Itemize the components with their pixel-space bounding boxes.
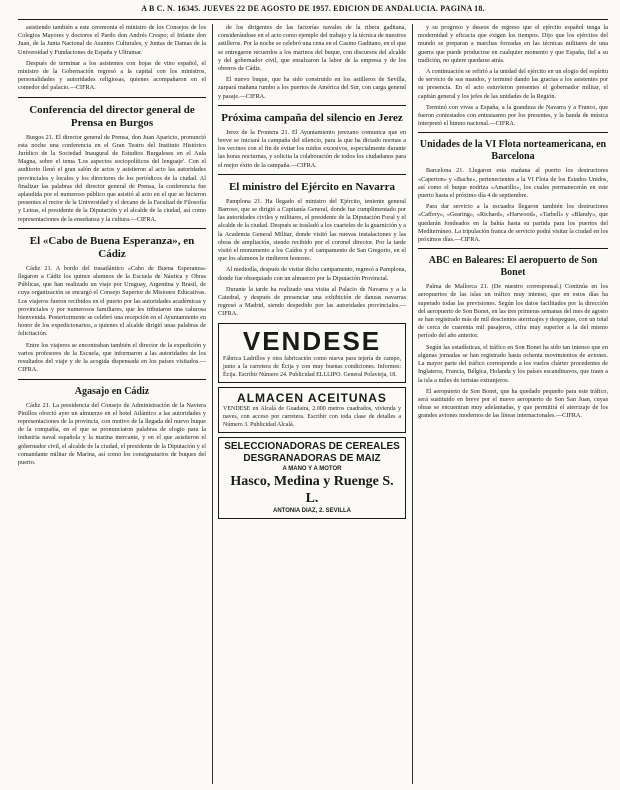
separator — [18, 379, 206, 380]
article-prensa-burgos: Burgos 21. El director general de Prensa, don Juan Aparicio, pronunció esta noche una conferencia en el Gran Teatro del Instituto Histórico Jurídico de la Sociedad Inaugural de Estudios Burgaleses en el Aula Magna, sobre el tema 'Los aspectos sociopolíticos del lenguaje'. Con el auditorio llenó el gran salón de actos y asistieron al acto las autoridades provinciales y locales y los directores de los periódicos de la ciudad. Al finalizar las palabras del director general de Prensa, la conferencia fue aplaudida por el numeroso público que asistió al acto en el que se hicieron presentes el rector de la Universidad y el decano de la Facultad de Filosofía y Letras, el presidente de la Diputación y el alcalde de la ciudad, así como representaciones de la enseñanza y la cultura.—CIFRA. — [18, 133, 206, 223]
ad-vendese — [218, 323, 406, 383]
col2-intro: de los dirigentes de las factorías navales de la ribera gaditana, considerándose en el acto como ejemplo del trabajo y la técnica de nuestros astilleros. Por la noche se celebró una cena en el Casino Gaditano, en el que se entregaron recuerdos a los marinos del buque, con discursos del alcalde y del gobernador civil, que ensalzaron la labor de la empresa y de los obreros de Cádiz. — [218, 24, 406, 73]
separator — [18, 228, 206, 229]
col2-intro2: El nuevo buque, que ha sido construido en los astilleros de Sevilla, zarpará mañana rumbo a los puertos de América del Sur, con carga general y pasaje.—CIFRA. — [218, 76, 406, 100]
article-son-bonet-1: Palma de Mallorca 21. (De nuestro corresponsal.) Continúa en los aeropuertos de las islas un tráfico muy intenso, que en estos días ha superado todas las previsiones. Según los datos facilitados por la dirección del aeropuerto de Son Bonet, en las tres primeras semanas del mes de agosto se han registrado más de mil doscientos aterrizajes y despegues, con un total de cerca de cuarenta mil pasajeros, cifra muy superior a la del mismo período del año anterior. — [418, 283, 608, 340]
col3-intro2: A continuación se refirió a la unidad del ejército en un elogio del espíritu de servicio de sus mandos, y terminó dando las gracias a los asistentes por su presencia. En el acto estuvieron presentes el gobernador militar, el capitán general y los jefes de las unidades de la Región. — [418, 68, 608, 100]
article-agasajo: Cádiz 21. La presidencia del Consejo de Administración de la Naviera Pinillos ofreció ayer un almuerzo en el hotel Atlántico a las autoridades y representaciones de la provincia, con motivo de la llegada del nuevo buque de la compañía, en el que se pronunciaron palabras de elogio para la industria naval española y la marina mercante, y en el que asistieron el gobernador civil, el alcalde de la ciudad, el presidente de la Diputación y el comandante militar de Marina, así como los consignatarios de buques del puerto. — [18, 401, 206, 466]
article-son-bonet-3: El aeropuerto de Son Bonet, que ha quedado pequeño para este tráfico, será sustituido en breve por el nuevo aeropuerto de Son San Juan, cuyas obras se encuentran muy adelantadas, y que permitirá el aterrizaje de los grandes aviones modernos de las líneas internacionales.—CIFRA. — [418, 387, 608, 420]
col1-intro2: Después de terminar a los asistentes con hojas de vino español, el ministro de la Gobernación regresó a la capital con los ministros, personalidades y autoridades religiosas, quienes acompañaron en el comedor del palacio.—CIFRA. — [18, 59, 206, 92]
column-3 — [418, 24, 608, 784]
headline-agasajo-cadiz: Agasajo en Cádiz — [74, 385, 150, 397]
article-vi-flota-2: Para dar servicio a la escuadra llegaron también los destructores «Caffery», «Gearing», «Richard», «Harwood», «Tarbell» y «Blandy», que quedarán fondeados en la bahía hasta su partida para los puertos del Mediterráneo. La tripulación franca de servicio podrá visitar la ciudad en los próximos días.—CIFRA. — [418, 203, 608, 244]
ad-seleccionadoras-sub: A MANO Y A MOTOR — [282, 465, 342, 472]
ad-vendese-text: Fábrica Ladrillos y otra fabricación como nueva para tejería de campo, junto a la carretera de Écija y con muy buenas condiciones. Informes: Écija. Escribir Número 24. Publicidad ELLLIPO. General Polavieja, 18. — [223, 355, 401, 378]
page-header: A B C. N. 16345. JUEVES 22 DE AGOSTO DE 1957. EDICION DE ANDALUCIA. PAGINA 18. — [141, 4, 485, 13]
article-ministro-2: Al mediodía, después de visitar dicho campamento, regresó a Pamplona, donde fue obsequiado con un almuerzo por la Diputación Provincial. — [218, 266, 406, 282]
header-rule — [18, 19, 608, 20]
headline-ministro-navarra: El ministro del Ejército en Navarra — [228, 180, 396, 193]
ad-seleccionadoras-title1: SELECCIONADORAS DE CEREALES — [224, 440, 400, 452]
column-2 — [218, 24, 406, 784]
col3-intro3: Terminó con vivas a España, a la grandeza de Navarra y a Franco, que fueron contestados con entusiasmo por los presentes, y la banda de música interpretó el himno nacional.—CIFRA. — [418, 103, 608, 128]
separator — [218, 174, 406, 175]
col1-intro: asistiendo también a este ceremonia el ministro de los Consejos de los Colegios Mayores y doctores el Pardo don Andrés Crespo; el Infante don Juan, de la Junta Nacional de Asuntos Culturales, y Juntas de Damas de la Universidad y Fundaciones de España y Ultramar. — [18, 24, 206, 56]
headline-cabo-buena-esperanza: El «Cabo de Buena Esperanza», en Cádiz — [29, 234, 195, 260]
article-ministro-1: Pamplona 21. Ha llegado el ministro del Ejército, teniente general Barroso, que se dirigió a Capitanía General, donde fue cumplimentado por las autoridades civiles y militares, el presidente de la Diputación Foral y el alcalde de la ciudad. Después se trasladó a los cuarteles de la guarnición y a la Academia General Militar, donde visitó las nuevas instalaciones y las obras de ampliación, siendo recibido por el coronel director. Por la tarde visitó el monumento a los Caídos y el campamento de San Gregorio, en el que los alumnos le rindieron honores. — [218, 197, 406, 263]
column-divider-1 — [212, 24, 213, 784]
ad-seleccionadoras-title2: DESGRANADORAS DE MAIZ — [243, 452, 381, 464]
article-cabo-1: Cádiz 21. A bordo del trasatlántico «Cabo de Buena Esperanza» llegaron a Cádiz los quince alumnos de la Escuela de Náutica y Obras Públicas, que han realizado un viaje por Uruguay, Argentina y Brasil, de cuya organización se encargó el Consejo Superior de Misiones Educativas. Los viajeros fueron recibidos en el puerto por las autoridades académicas y provinciales y por numerosos familiares, que les tributaron una calurosa bienvenida. Posteriormente se celebró una recepción en el Ayuntamiento en honor de los expedicionarios, a quienes el alcalde dirigió unas palabras de felicitación. — [18, 264, 206, 338]
col3-intro: y su progreso y deseos de regreso que el ejército español tenga la modernidad y eficacia que exigen los tiempos. Dijo que los ejércitos del mundo se preparan a marchas forzadas en las técnicas militares de una guerra que puede producirse en cualquier momento y que España, fiel a su tradición, no quiere quedarse atrás. — [418, 24, 608, 64]
ad-seleccionadoras — [218, 437, 406, 519]
headline-silencio-jerez: Próxima campaña del silencio en Jerez — [221, 111, 403, 124]
separator — [418, 132, 608, 133]
ad-almacen-aceitunas — [218, 387, 406, 433]
separator — [218, 105, 406, 106]
article-ministro-3: Durante la tarde ha realizado una visita al Palacio de Navarra y a la Catedral, y después de presenciar una exhibición de danzas navarras regresó a Madrid, siendo despedido por las autoridades provinciales.—CIFRA. — [218, 285, 406, 318]
ad-almacen-text: VENDESE en Alcalá de Guadaira, 2.000 metros cuadrados, vivienda y naves, con acceso por carretera. Escribir con toda clase de detalles a Número 3. Publicidad Alcalá. — [223, 405, 401, 428]
ad-seleccionadoras-brand: Hasco, Medina y Ruenge S. L. — [230, 473, 394, 506]
ad-almacen-title: ALMACEN ACEITUNAS — [237, 390, 387, 405]
article-son-bonet-2: Según las estadísticas, el tráfico en Son Bonet ha sido tan intenso que en algunas jornadas se han registrado hasta ochenta movimientos de aviones. La mayor parte del tráfico corresponde a los vuelos chárter procedentes de Inglaterra, Francia, Bélgica, Holanda y los países escandinavos, que traen a la isla a miles de turistas extranjeros. — [418, 343, 608, 384]
headline-vi-flota: Unidades de la VI Flota norteamericana, en Barcelona — [419, 139, 607, 163]
ad-seleccionadoras-address: ANTONIA DIAZ, 2. SEVILLA — [272, 507, 351, 514]
column-divider-2 — [412, 24, 413, 784]
column-1 — [18, 24, 206, 784]
ad-vendese-title: VENDESE — [242, 325, 382, 356]
article-cabo-2: Entre los viajeros se encontraban también el director de la expedición y varios profesores de la Escuela, que informaron a las autoridades de los resultados del viaje y de la acogida dispensada en los países visitados.—CIFRA. — [18, 341, 206, 374]
separator — [418, 248, 608, 249]
headline-son-bonet: ABC en Baleares: El aeropuerto de Son Bonet — [428, 255, 598, 279]
separator — [18, 97, 206, 98]
headline-prensa-burgos: Conferencia del director general de Prensa en Burgos — [29, 103, 195, 129]
article-vi-flota-1: Barcelona 21. Llegaron esta mañana al puerto los destructores «Caperton» y «Bache», pertenecientes a la VI Flota de los Estados Unidos, así como el buque nodriza «Amarillo», los cuales permanecerán en este puerto hasta el próximo día 4 de septiembre. — [418, 167, 608, 200]
article-silencio-jerez: Jerez de la Frontera 21. El Ayuntamiento jerezano comunica que en breve se iniciará la campaña del silencio, para la que ha dictado normas a los vecinos con el fin de evitar los ruidos excesivos, especialmente durante las horas nocturnas, y solicita la colaboración de todos los ciudadanos para el mejor éxito de la campaña.—CIFRA. — [218, 128, 406, 169]
